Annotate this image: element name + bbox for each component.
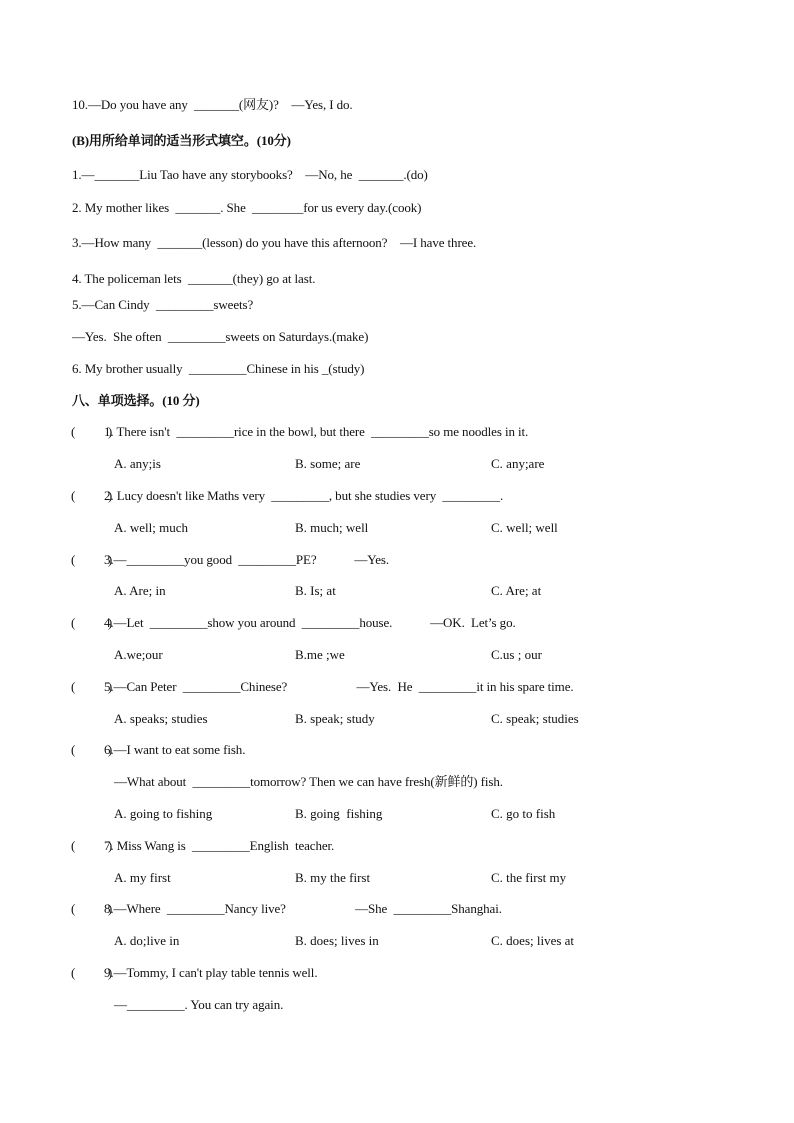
mc-4-option-b: B.me ;we: [295, 647, 345, 662]
answer-bracket[interactable]: ( ): [71, 901, 113, 916]
mc-2-option-a: A. well; much: [114, 520, 189, 535]
mc-question-6-stem: 6.—I want to eat some fish.: [104, 742, 246, 757]
mc-8-option-b: B. does; lives in: [295, 933, 379, 948]
answer-bracket[interactable]: ( ): [71, 742, 113, 757]
mc-7-option-a: A. my first: [114, 870, 171, 885]
mc-1-option-a: A. any;is: [114, 456, 161, 471]
answer-bracket[interactable]: ( ): [71, 965, 113, 980]
mc-question-9-stem-continued: —_________. You can try again.: [114, 997, 284, 1012]
fill-question-2: 2. My mother likes _______. She ________for us every day.(cook): [72, 200, 422, 215]
mc-3-option-c: C. Are; at: [491, 583, 542, 598]
mc-6-option-b: B. going fishing: [295, 806, 383, 821]
mc-question-8-stem: 8.—Where _________Nancy live? —She _________Shanghai.: [104, 901, 502, 916]
mc-question-4-stem: 4.—Let _________show you around _________house. —OK. Let’s go.: [104, 615, 516, 630]
mc-7-option-c: C. the first my: [491, 870, 567, 885]
mc-question-6-stem-continued: —What about _________tomorrow? Then we can have fresh(新鲜的) fish.: [114, 774, 503, 789]
mc-8-option-a: A. do;live in: [114, 933, 180, 948]
fill-question-1: 1.—_______Liu Tao have any storybooks? —No, he _______.(do): [72, 167, 428, 182]
section-b-heading: (B)用所给单词的适当形式填空。(10分): [72, 133, 291, 148]
mc-4-option-a: A.we;our: [114, 647, 163, 662]
mc-question-7-stem: 7. Miss Wang is _________English teacher.: [104, 838, 335, 853]
mc-4-option-c: C.us ; our: [491, 647, 542, 662]
mc-2-option-c: C. well; well: [491, 520, 558, 535]
mc-5-option-c: C. speak; studies: [491, 711, 579, 726]
answer-bracket[interactable]: ( ): [71, 424, 113, 439]
mc-1-option-b: B. some; are: [295, 456, 361, 471]
mc-1-option-c: C. any;are: [491, 456, 545, 471]
mc-5-option-a: A. speaks; studies: [114, 711, 208, 726]
mc-3-option-b: B. Is; at: [295, 583, 336, 598]
fill-question-6: 6. My brother usually _________Chinese in his _(study): [72, 361, 365, 376]
answer-bracket[interactable]: ( ): [71, 838, 113, 853]
mc-question-3-stem: 3.—_________you good _________PE? —Yes.: [104, 552, 390, 567]
mc-question-5-stem: 5.—Can Peter _________Chinese? —Yes. He _________it in his spare time.: [104, 679, 574, 694]
mc-5-option-b: B. speak; study: [295, 711, 375, 726]
mc-8-option-c: C. does; lives at: [491, 933, 575, 948]
mc-6-option-a: A. going to fishing: [114, 806, 213, 821]
fill-question-3: 3.—How many _______(lesson) do you have this afternoon? —I have three.: [72, 235, 477, 250]
answer-bracket[interactable]: ( ): [71, 615, 113, 630]
fill-question-5-part-b: —Yes. She often _________sweets on Saturdays.(make): [72, 329, 369, 344]
fill-question-5-part-a: 5.—Can Cindy _________sweets?: [72, 297, 254, 312]
answer-bracket[interactable]: ( ): [71, 488, 113, 503]
mc-question-9-stem: 9.—Tommy, I can't play table tennis well.: [104, 965, 318, 980]
question-10: 10.—Do you have any _______(网友)? —Yes, I do.: [72, 97, 353, 112]
section-8-heading: 八、单项选择。(10 分): [72, 393, 200, 408]
mc-6-option-c: C. go to fish: [491, 806, 556, 821]
mc-2-option-b: B. much; well: [295, 520, 369, 535]
mc-question-1-stem: 1. There isn't _________rice in the bowl, but there _________so me noodles in it.: [104, 424, 529, 439]
answer-bracket[interactable]: ( ): [71, 552, 113, 567]
fill-question-4: 4. The policeman lets _______(they) go at last.: [72, 271, 316, 286]
mc-7-option-b: B. my the first: [295, 870, 371, 885]
answer-bracket[interactable]: ( ): [71, 679, 113, 694]
mc-3-option-a: A. Are; in: [114, 583, 166, 598]
mc-question-2-stem: 2. Lucy doesn't like Maths very _________, but she studies very _________.: [104, 488, 504, 503]
